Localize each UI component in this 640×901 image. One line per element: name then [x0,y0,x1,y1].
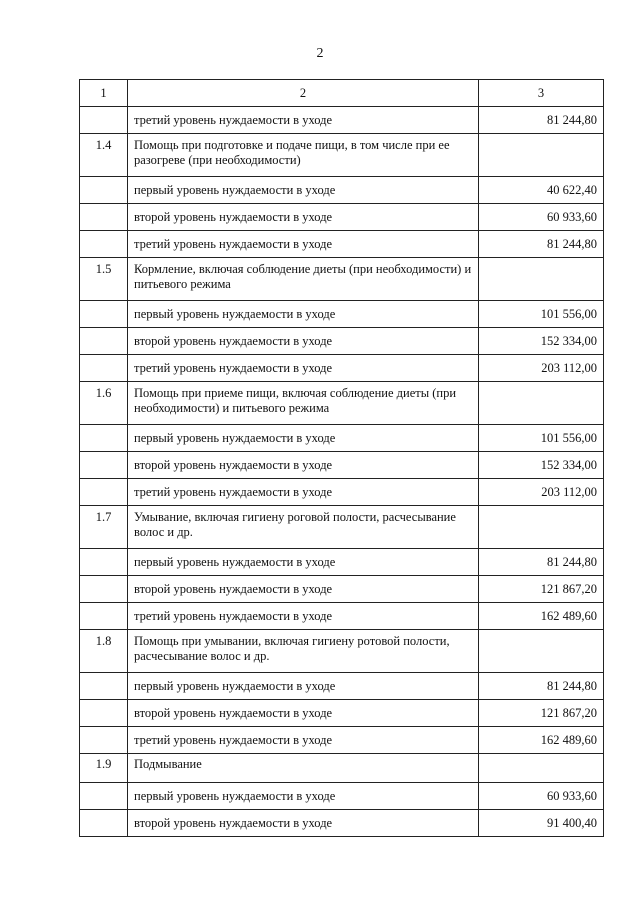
category-row [80,382,604,425]
row-description: Умывание, включая гигиену роговой полости, расчесывание волос и др. [128,506,479,549]
table-row [80,301,604,328]
row-description: третий уровень нуждаемости в уходе [128,603,479,630]
row-value [479,382,604,425]
row-number: 1.8 [80,630,128,673]
row-value: 203 112,00 [479,479,604,506]
row-description: третий уровень нуждаемости в уходе [128,231,479,258]
table-row [80,810,604,837]
row-number [80,700,128,727]
row-number [80,204,128,231]
row-description: Кормление, включая соблюдение диеты (при необходимости) и питьевого режима [128,258,479,301]
row-number [80,549,128,576]
row-value [479,506,604,549]
row-description: третий уровень нуждаемости в уходе [128,727,479,754]
row-description: второй уровень нуждаемости в уходе [128,328,479,355]
row-number: 1.9 [80,754,128,783]
table-row [80,700,604,727]
row-number [80,355,128,382]
table-header-row [80,80,604,107]
row-value: 60 933,60 [479,204,604,231]
row-value: 203 112,00 [479,355,604,382]
row-description: второй уровень нуждаемости в уходе [128,700,479,727]
row-value: 81 244,80 [479,673,604,700]
row-description: Помощь при умывании, включая гигиену ротовой полости, расчесывание волос и др. [128,630,479,673]
table-row [80,355,604,382]
row-description: второй уровень нуждаемости в уходе [128,576,479,603]
row-description: первый уровень нуждаемости в уходе [128,177,479,204]
row-value [479,258,604,301]
table-row [80,204,604,231]
row-value [479,754,604,783]
row-description: третий уровень нуждаемости в уходе [128,107,479,134]
row-description: Помощь при подготовке и подаче пищи, в том числе при ее разогреве (при необходимости) [128,134,479,177]
row-number [80,177,128,204]
row-number: 1.7 [80,506,128,549]
row-value: 162 489,60 [479,603,604,630]
row-number [80,673,128,700]
row-number [80,810,128,837]
row-description: второй уровень нуждаемости в уходе [128,204,479,231]
row-value: 40 622,40 [479,177,604,204]
row-value: 81 244,80 [479,549,604,576]
row-number [80,727,128,754]
row-description: первый уровень нуждаемости в уходе [128,425,479,452]
row-description: первый уровень нуждаемости в уходе [128,783,479,810]
tariff-table [79,79,604,837]
row-description: Помощь при приеме пищи, включая соблюдение диеты (при необходимости) и питьевого режима [128,382,479,425]
table-row [80,425,604,452]
row-value [479,134,604,177]
row-number [80,328,128,355]
row-value: 121 867,20 [479,576,604,603]
category-row [80,506,604,549]
row-number: 1.4 [80,134,128,177]
row-number [80,479,128,506]
row-description: первый уровень нуждаемости в уходе [128,673,479,700]
header-col-1: 1 [80,80,128,107]
row-value: 152 334,00 [479,452,604,479]
row-value: 81 244,80 [479,107,604,134]
row-number [80,425,128,452]
category-row [80,630,604,673]
table-row [80,452,604,479]
row-description: первый уровень нуждаемости в уходе [128,301,479,328]
row-number [80,603,128,630]
row-description: второй уровень нуждаемости в уходе [128,452,479,479]
row-value [479,630,604,673]
row-number: 1.6 [80,382,128,425]
category-row [80,754,604,783]
table-row [80,177,604,204]
row-number: 1.5 [80,258,128,301]
table-row [80,328,604,355]
row-number [80,576,128,603]
header-col-2: 2 [128,80,479,107]
category-row [80,258,604,301]
row-value: 60 933,60 [479,783,604,810]
row-number [80,231,128,258]
row-description: Подмывание [128,754,479,783]
row-description: третий уровень нуждаемости в уходе [128,479,479,506]
row-value: 121 867,20 [479,700,604,727]
row-value: 162 489,60 [479,727,604,754]
row-description: первый уровень нуждаемости в уходе [128,549,479,576]
table-row [80,727,604,754]
table-row [80,549,604,576]
row-value: 152 334,00 [479,328,604,355]
table-row [80,231,604,258]
row-description: второй уровень нуждаемости в уходе [128,810,479,837]
row-number [80,107,128,134]
category-row [80,134,604,177]
table-row [80,783,604,810]
row-number [80,452,128,479]
row-value: 91 400,40 [479,810,604,837]
table-row [80,107,604,134]
table-row [80,603,604,630]
row-value: 101 556,00 [479,425,604,452]
row-number [80,301,128,328]
row-value: 81 244,80 [479,231,604,258]
page-number: 2 [316,46,324,61]
header-col-3: 3 [479,80,604,107]
table-row [80,576,604,603]
row-description: третий уровень нуждаемости в уходе [128,355,479,382]
table-row [80,673,604,700]
table-row [80,479,604,506]
row-value: 101 556,00 [479,301,604,328]
row-number [80,783,128,810]
